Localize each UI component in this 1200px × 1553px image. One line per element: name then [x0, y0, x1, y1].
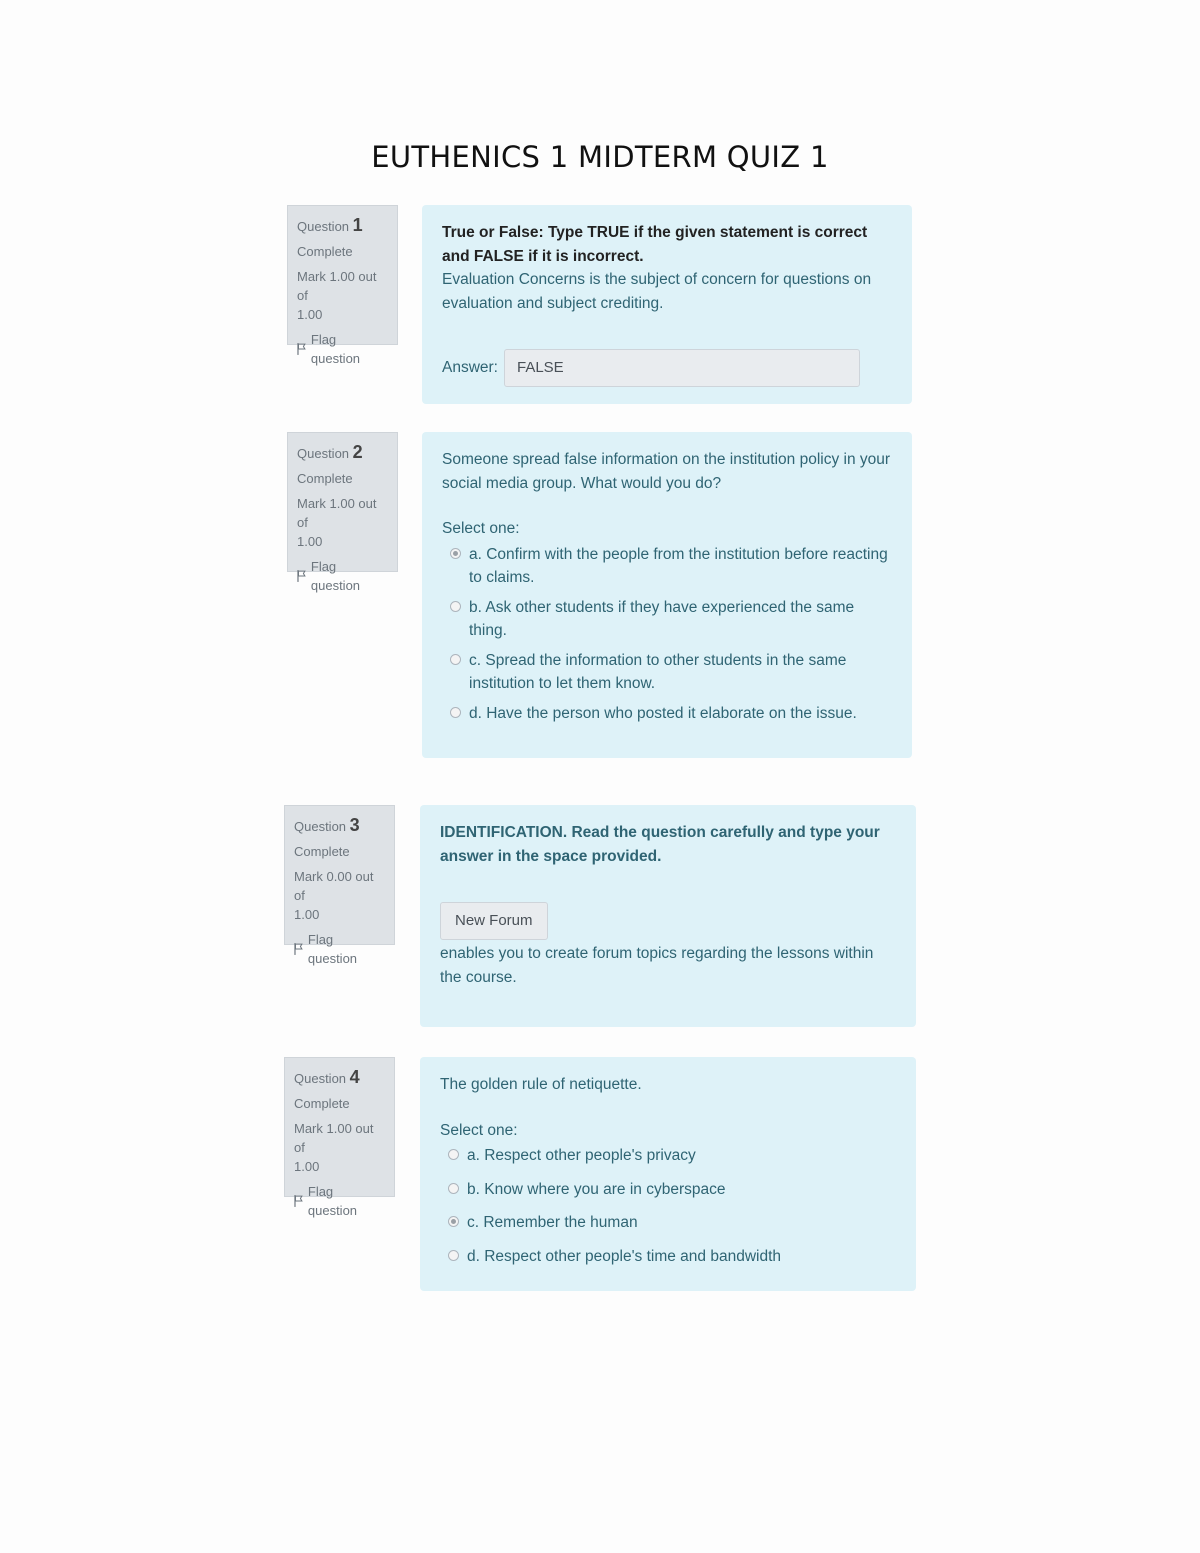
answer-option[interactable] [442, 649, 892, 696]
flag-question-link[interactable] [297, 330, 388, 368]
flag-question-label: Flag question [307, 932, 358, 966]
radio-button[interactable] [448, 1183, 459, 1194]
answer-input[interactable]: FALSE [504, 349, 860, 387]
question-grade [294, 1119, 385, 1176]
radio-button[interactable] [448, 1250, 459, 1261]
question-number: 3 [349, 815, 360, 835]
question-info-2 [287, 432, 398, 593]
flag-icon [294, 943, 304, 955]
question-instruction: True or False: Type TRUE if the given statement is correct and FALSE if it is incorrect. [442, 224, 868, 265]
answer-option[interactable] [442, 702, 892, 726]
question-number-line [297, 443, 388, 463]
select-one-prompt: Select one: [442, 520, 520, 537]
answer-option-label: a. Confirm with the people from the institution before reacting to claims. [469, 545, 888, 586]
question-number-line [294, 1068, 385, 1088]
answer-option[interactable] [440, 1144, 896, 1168]
question-label: Question [297, 446, 350, 461]
question-content-4 [420, 1057, 916, 1291]
grade-line-1: Mark 1.00 out of [294, 1121, 374, 1155]
question-info-3 [284, 805, 395, 966]
answer-option[interactable] [440, 1211, 896, 1235]
question-label: Question [297, 219, 350, 234]
flag-icon [297, 343, 307, 355]
answer-option-label: c. Spread the information to other students in the same institution to let them know. [469, 651, 847, 692]
question-info-4 [284, 1057, 395, 1218]
answer-option[interactable] [442, 543, 892, 590]
question-grade [297, 267, 388, 324]
question-state: Complete [297, 244, 353, 259]
answer-row [442, 349, 892, 387]
answer-option-label: b. Ask other students if they have experienced the same thing. [469, 598, 855, 639]
flag-question-label: Flag question [310, 332, 361, 366]
answer-option-label: b. Know where you are in cyberspace [467, 1180, 726, 1198]
question-text: Someone spread false information on the institution policy in your social media group. What would you do? [442, 451, 891, 492]
grade-line-2: 1.00 [294, 1159, 320, 1174]
question-content-3 [420, 805, 916, 1027]
flag-question-link[interactable] [294, 930, 385, 968]
select-one-prompt: Select one: [440, 1121, 518, 1139]
question-number: 2 [352, 442, 363, 462]
question-number-line [294, 816, 385, 836]
answer-option[interactable] [440, 1245, 896, 1269]
radio-button[interactable] [450, 707, 461, 718]
answer-input[interactable]: New Forum [440, 902, 548, 940]
flag-icon [297, 570, 307, 582]
radio-button[interactable] [450, 654, 461, 665]
radio-button[interactable] [448, 1149, 459, 1160]
question-label: Question [294, 819, 347, 834]
question-number: 1 [352, 215, 363, 235]
question-info-1 [287, 205, 398, 366]
question-state: Complete [297, 471, 353, 486]
question-grade [294, 867, 385, 924]
question-state: Complete [294, 844, 350, 859]
answer-label: Answer: [442, 359, 498, 377]
flag-question-link[interactable] [294, 1182, 385, 1220]
question-label: Question [294, 1071, 347, 1086]
flag-icon [294, 1195, 304, 1207]
question-number: 4 [349, 1067, 360, 1087]
answer-option-label: a. Respect other people's privacy [467, 1147, 696, 1164]
grade-line-1: Mark 0.00 out of [294, 869, 374, 903]
flag-question-label: Flag question [307, 1184, 358, 1218]
question-instruction: IDENTIFICATION. Read the question carefully and type your answer in the space provided. [440, 824, 880, 865]
question-content-1 [422, 205, 912, 404]
answer-option[interactable] [440, 1178, 896, 1202]
question-text: enables you to create forum topics regarding the lessons within the course. [440, 945, 874, 986]
grade-line-2: 1.00 [297, 534, 323, 549]
flag-question-label: Flag question [310, 559, 361, 593]
answer-option-label: d. Respect other people's time and bandwidth [467, 1247, 782, 1265]
radio-button[interactable] [448, 1216, 459, 1227]
answer-option-label: d. Have the person who posted it elaborate on the issue. [469, 704, 857, 722]
grade-line-1: Mark 1.00 out of [297, 269, 377, 303]
answer-option[interactable] [442, 596, 892, 643]
radio-button[interactable] [450, 548, 461, 559]
grade-line-1: Mark 1.00 out of [297, 496, 377, 530]
radio-button[interactable] [450, 601, 461, 612]
question-text: The golden rule of netiquette. [440, 1076, 642, 1093]
question-state: Complete [294, 1096, 350, 1111]
question-number-line [297, 216, 388, 236]
page-title: EUTHENICS 1 MIDTERM QUIZ 1 [371, 140, 829, 174]
question-text: Evaluation Concerns is the subject of concern for questions on evaluation and subject crediting. [442, 271, 872, 312]
question-grade [297, 494, 388, 551]
question-content-2 [422, 432, 912, 758]
flag-question-link[interactable] [297, 557, 388, 595]
grade-line-2: 1.00 [297, 307, 323, 322]
answer-option-label: c. Remember the human [467, 1214, 638, 1231]
grade-line-2: 1.00 [294, 907, 320, 922]
